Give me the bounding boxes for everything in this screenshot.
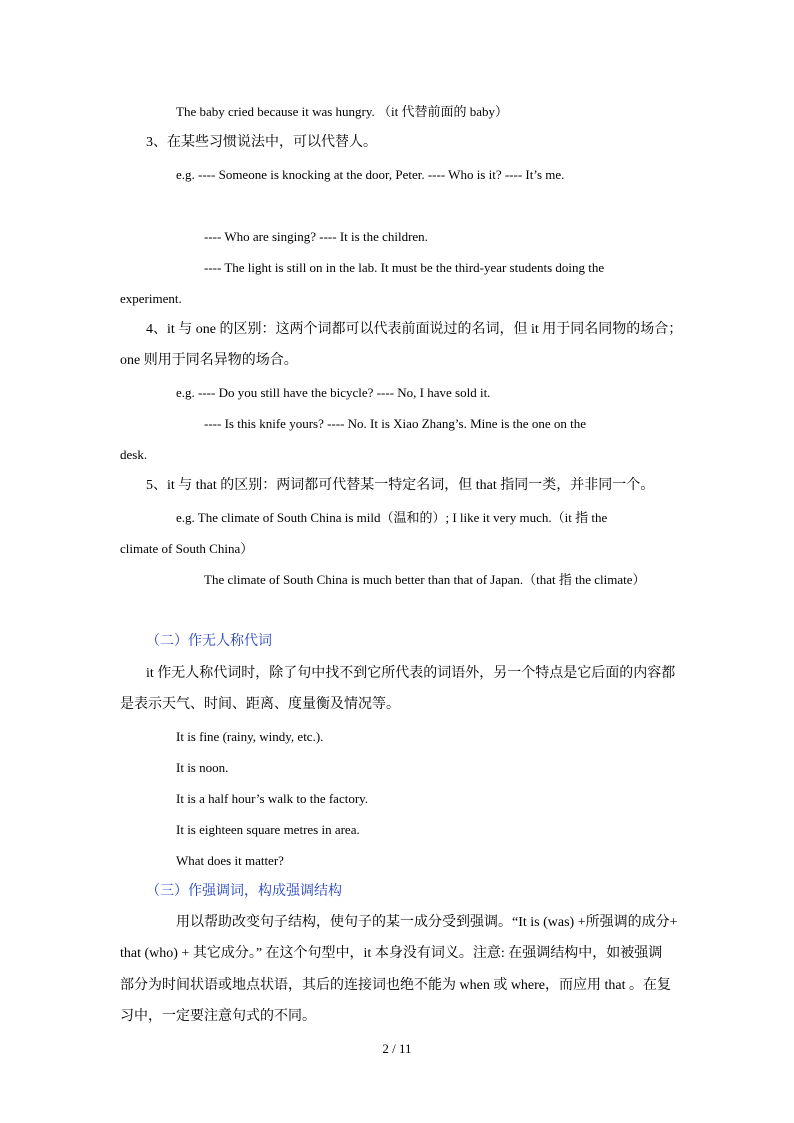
text-line: one 则用于同名异物的场合。 (120, 353, 298, 368)
text-line: ---- Who are singing? ---- It is the children. (204, 229, 428, 244)
text-line: The climate of South China is much better than that of Japan.（that 指 the climate） (204, 572, 646, 587)
text-line: e.g. ---- Someone is knocking at the door, Peter. ---- Who is it? ---- It’s me. (176, 167, 565, 182)
text-line: The baby cried because it was hungry. （it 代替前面的 baby） (176, 104, 509, 119)
page-number: 2 / 11 (382, 1041, 412, 1056)
text-line: e.g. ---- Do you still have the bicycle? ---- No, I have sold it. (176, 385, 491, 400)
text-line: It is fine (rainy, windy, etc.). (176, 729, 324, 744)
text-line: desk. (120, 447, 148, 462)
text-line: It is a half hour’s walk to the factory. (176, 791, 369, 806)
text-line: 部分为时间状语或地点状语，其后的连接词也绝不能为 when 或 where，而应用 that 。在复 (120, 978, 672, 993)
text-line: ---- The light is still on in the lab. It must be the third-year students doing the (204, 260, 605, 275)
text-line: It is noon. (176, 760, 229, 775)
text-line: that (who) + 其它成分。” 在这个句型中，it 本身没有词义。注意: 在强调结构中，如被强调 (120, 946, 663, 961)
section-heading: （三）作强调词，构成强调结构 (146, 884, 342, 899)
text-line: experiment. (120, 291, 182, 306)
text-line: ---- Is this knife yours? ---- No. It is Xiao Zhang’s. Mine is the one on the (204, 416, 586, 431)
text-line: 用以帮助改变句子结构，使句子的某一成分受到强调。“It is (was) +所强调的成分+ (176, 915, 678, 930)
section-heading: （二）作无人称代词 (146, 634, 272, 649)
text-line: 习中，一定要注意句式的不同。 (120, 1009, 316, 1024)
text-line: 4、it 与 one 的区别：这两个词都可以代表前面说过的名词，但 it 用于同名同物的场合； (146, 322, 683, 337)
text-line: It is eighteen square metres in area. (176, 822, 360, 837)
text-line: 5、it 与 that 的区别：两词都可代替某一特定名词，但 that 指同一类，并非同一个。 (146, 478, 655, 493)
text-line: climate of South China） (120, 541, 254, 556)
text-line: 3、在某些习惯说法中，可以代替人。 (146, 135, 377, 150)
text-line: What does it matter? (176, 853, 284, 868)
text-line: 是表示天气、时间、距离、度量衡及情况等。 (120, 697, 400, 712)
text-line: e.g. The climate of South China is mild（温和的）; I like it very much.（it 指 the (176, 510, 608, 525)
text-line: it 作无人称代词时，除了句中找不到它所代表的词语外，另一个特点是它后面的内容都 (146, 666, 676, 681)
